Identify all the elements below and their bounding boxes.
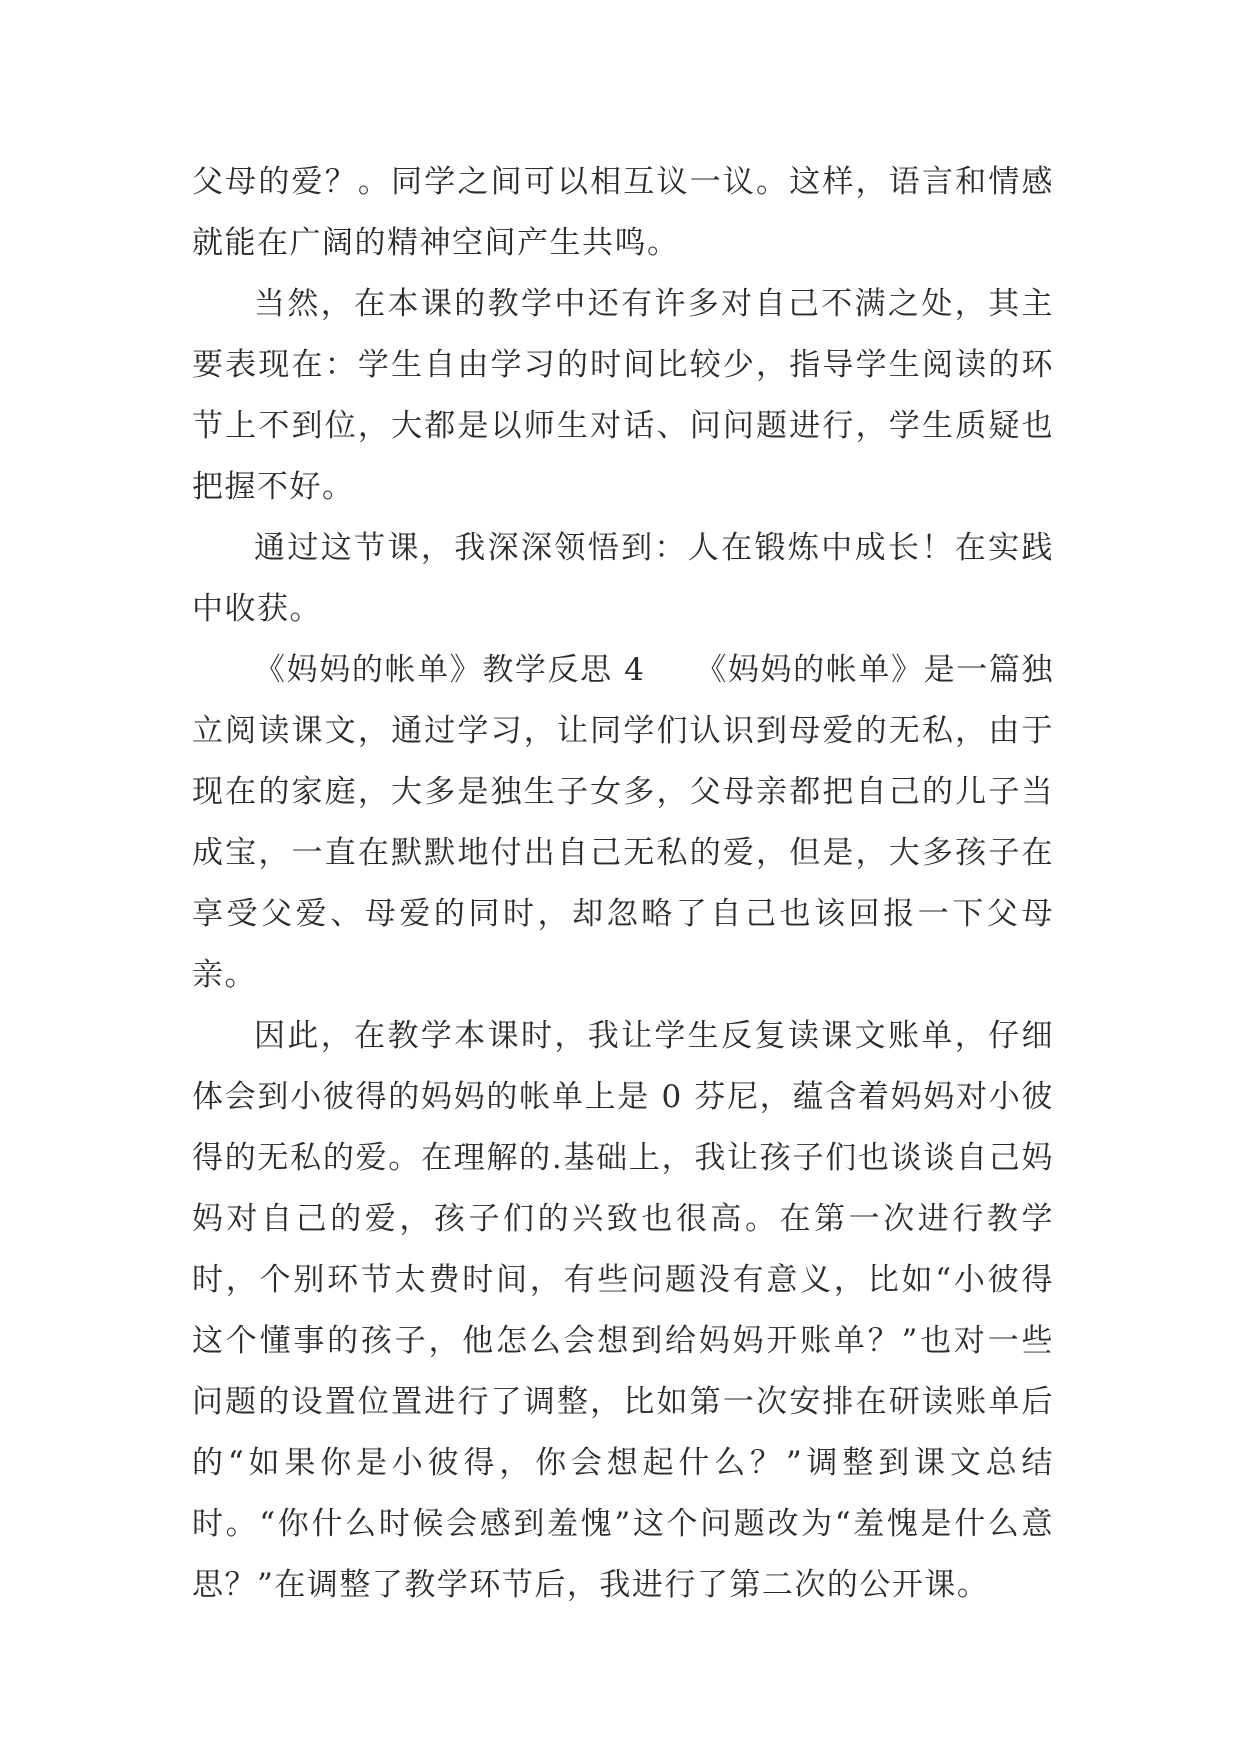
- paragraph-4: 《妈妈的帐单》教学反思 4 《妈妈的帐单》是一篇独立阅读课文，通过学习，让同学们认识到母爱的无私，由于现在的家庭，大多是独生子女多，父母亲都把自己的儿子当成宝，一直在默默地付出自己无私的爱，但是，大多孩子在享受父爱、母爱的同时，却忽略了自己也该回报一下父母亲。: [192, 652, 1054, 993]
- paragraph-3: 通过这节课，我深深领悟到：人在锻炼中成长！在实践中收获。: [192, 530, 1054, 627]
- paragraph-2: 当然，在本课的教学中还有许多对自己不满之处，其主要表现在：学生自由学习的时间比较少，指导学生阅读的环节上不到位，大都是以师生对话、问问题进行，学生质疑也把握不好。: [192, 286, 1054, 505]
- document-body: [192, 152, 1054, 1616]
- paragraph-1: 父母的爱？。同学之间可以相互议一议。这样，语言和情感就能在广阔的精神空间产生共鸣。: [192, 164, 1054, 261]
- paragraph-5: 因此，在教学本课时，我让学生反复读课文账单，仔细体会到小彼得的妈妈的帐单上是 0 芬尼，蕴含着妈妈对小彼得的无私的爱。在理解的.基础上，我让孩子们也谈谈自己妈妈对自己的爱，孩子们的兴致也很高。在第一次进行教学时，个别环节太费时间，有些问题没有意义，比如“小彼得这个懂事的孩子，他怎么会想到给妈妈开账单？”也对一些问题的设置位置进行了调整，比如第一次安排在研读账单后的“如果你是小彼得，你会想起什么？”调整到课文总结时。“你什么时候会感到羞愧”这个问题改为“羞愧是什么意思？”在调整了教学环节后，我进行了第二次的公开课。: [192, 1018, 1054, 1603]
